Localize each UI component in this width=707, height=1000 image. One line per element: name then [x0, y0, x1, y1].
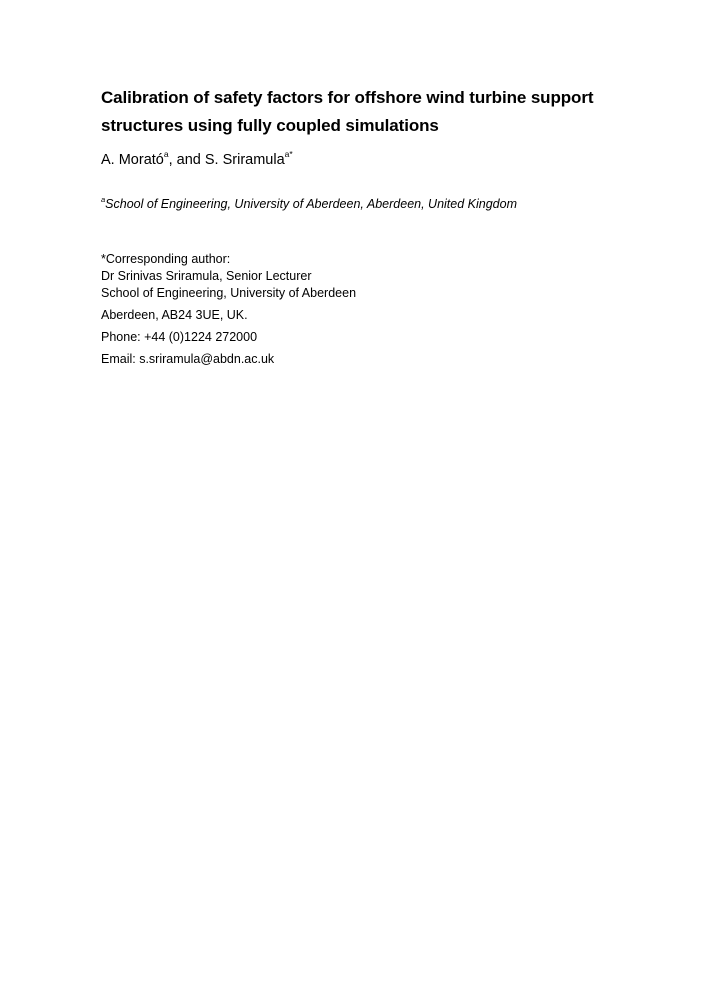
paper-title	[101, 84, 641, 140]
affiliation-mark: a	[101, 195, 106, 204]
author-separator: , and	[168, 152, 205, 168]
author-list	[101, 150, 293, 170]
corresponding-author-block	[101, 251, 356, 368]
author-2-name: S. Sriramula	[204, 152, 285, 168]
corresponding-author-heading: *Corresponding author:	[101, 252, 231, 266]
corresponding-author-phone: Phone: +44 (0)1224 272000	[101, 330, 258, 344]
corresponding-author-email: Email: s.sriramula@abdn.ac.uk	[101, 352, 275, 366]
corresponding-author-address: Aberdeen, AB24 3UE, UK.	[101, 308, 248, 322]
paper-title-line-2: structures using fully coupled simulations	[101, 116, 439, 135]
author-2-affiliation-mark: a*	[284, 149, 293, 159]
affiliation	[101, 195, 517, 213]
corresponding-author-name: Dr Srinivas Sriramula, Senior Lecturer	[101, 269, 312, 283]
affiliation-text: School of Engineering, University of Aberdeen, Aberdeen, United Kingdom	[105, 197, 517, 211]
author-1-name: A. Morató	[101, 152, 164, 168]
author-1-affiliation-mark: a	[163, 149, 169, 159]
paper-title-line-1: Calibration of safety factors for offshore wind turbine support	[101, 88, 594, 107]
corresponding-author-department: School of Engineering, University of Aberdeen	[101, 286, 357, 300]
